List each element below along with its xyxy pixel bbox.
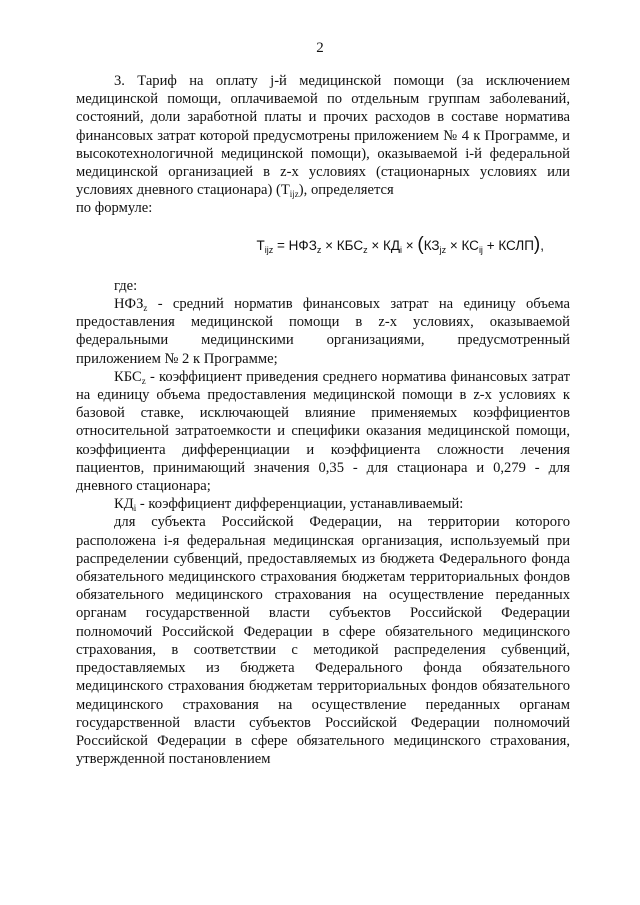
term-kd: КД — [114, 496, 134, 513]
paragraph-tariff-intro: 3. Тариф на оплату j-й медицинской помощи (за исключением медицинской помощи, оплачиваемой по отдельным группам заболеваний, состояний, доли заработной платы и прочих расходов в составе норматива финансовых затрат которой предусмотрены приложением № 4 к Программе, и высокотехнологичной медицинской помощи), оказываемой i-й федеральной медицинской организацией в z-х условиях (стационарных условиях или условиях дневного стационара) $(T_{ijz})$, определяется — [76, 73, 570, 200]
document-body — [76, 72, 570, 768]
definition-kd: $КД_i$ - коэффициент дифференциации, устанавливаемый: — [114, 496, 464, 514]
paragraph-subject: для субъекта Российской Федерации, на территории которого расположена i-я федеральная медицинская организация, используемый при распределении субвенций, предоставляемых из бюджета Федерального фонда обязательного медицинского страхования бюджетам территориальных фондов обязательного медицинского страхования на осуществление переданных органам государственной власти субъектов Российской Федерации полномочий Российской Федерации в сфере обязательного медицинского страхования, в соответствии с методикой распределения субвенций, предоставляемых из бюджета Федерального фонда обязательного медицинского страхования бюджетам территориальных фондов обязательного медицинского страхования на осуществление переданных органам государственной власти субъектов Российской Федерации полномочий Российской Федерации в сфере обязательного медицинского страхования, утвержденной постановлением — [76, 514, 570, 768]
term-nfz: НФЗ — [114, 296, 144, 313]
tariff-formula: $T_{ijz} = НФЗ_z \times КБС_z \times КД_i \times (КЗ_{jz} \times КС_{ij}$ + КСЛП), — [256, 233, 544, 255]
definition-nfz: $НФЗ_z$ - средний норматив финансовых затрат на единицу объема предоставления медицинской помощи в z-х условиях, оказываемой федеральными медицинскими организациями, предусмотренный приложением № 2 к Программе; — [76, 296, 570, 367]
by-formula-label: по формуле: — [76, 200, 153, 217]
where-label: где: — [114, 277, 138, 294]
page-number: 2 — [316, 40, 324, 56]
tariff-symbol: $T_{ijz}$ — [280, 182, 299, 200]
definition-kbs: $КБС_z$ - коэффициент приведения среднего норматива финансовых затрат на единицу объема предоставления медицинской помощи в z-х условиях к базовой ставке, исключающей влияние применяемых коэффициентов относительной затратоемкости и специфики оказания медицинской помощи, коэффициента дифференциации и коэффициента сложности лечения пациентов, принимающий значения 0,35 - для стационара и 0,279 - для дневного стационара; — [76, 368, 570, 495]
term-kbs: КБС — [114, 368, 142, 385]
